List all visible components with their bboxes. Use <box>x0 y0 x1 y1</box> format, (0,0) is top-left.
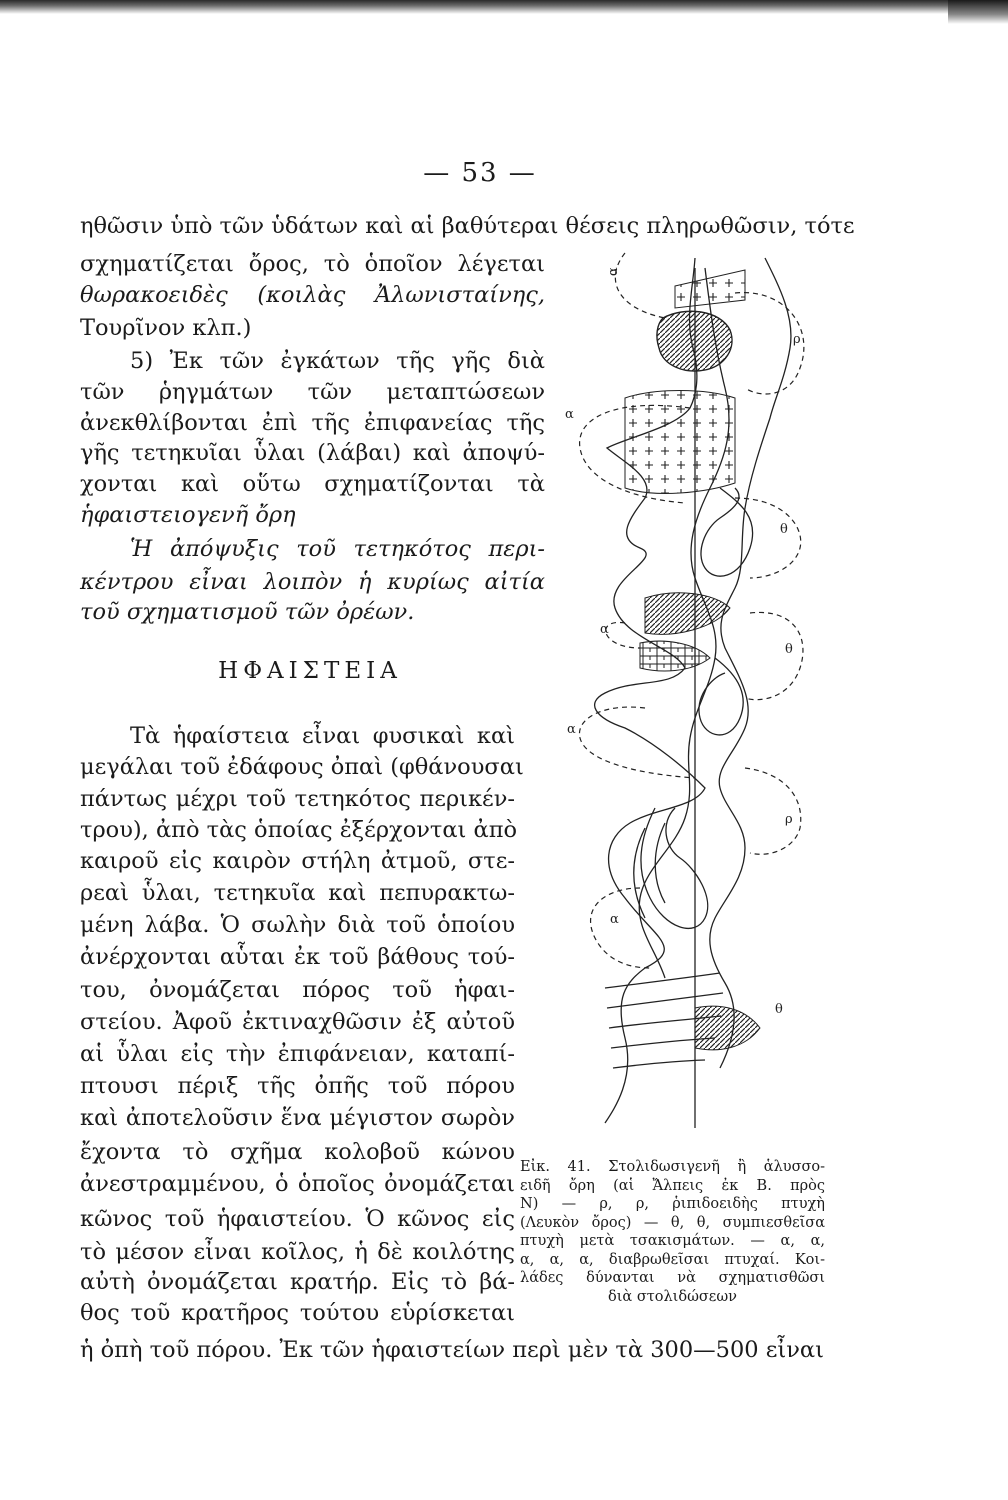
caption-line: (Λευκὸν ὄρος) — θ, θ, συμπιεσθεῖσα <box>520 1214 825 1231</box>
lower-hatched-mass <box>695 1006 760 1050</box>
text-line: γῆς τετηκυῖαι ὗλαι (λάβαι) καὶ ἀποψύ- <box>80 440 545 466</box>
text-line: χονται καὶ οὕτω σχηματίζονται τὰ <box>80 471 545 497</box>
volcanic-top-layer <box>675 270 745 308</box>
caption-line: α, α, α, διαβρωθεῖσαι πτυχαί. Κοι- <box>520 1251 825 1268</box>
text-line: ἀνεστραμμένου, ὁ ὁποῖος ὀνομάζεται <box>80 1171 515 1197</box>
text-line: μένη λάβα. Ὁ σωλὴν διὰ τοῦ ὁποίου <box>80 912 515 938</box>
text-line: σχηματίζεται ὄρος, τὸ ὁποῖον λέγεται <box>80 251 545 277</box>
text-line: ἡφαιστειογενῆ ὄρη <box>80 502 296 528</box>
text-line: ἀνεκθλίβονται ἐπὶ τῆς ἐπιφανείας τῆς <box>80 410 545 436</box>
hatched-fold <box>645 593 730 634</box>
page-number: — 53 — <box>423 158 537 188</box>
fig-label-alpha: α <box>567 722 576 737</box>
text-line: καὶ ἀποτελοῦσιν ἕνα μέγιστον σωρὸν <box>80 1105 515 1131</box>
fig-label-rho: ρ <box>793 332 801 347</box>
fig-label-theta: θ <box>780 522 788 537</box>
text-line: ἀνέρχονται αὗται ἐκ τοῦ βάθους τού- <box>80 944 515 970</box>
text-line: Τὰ ἡφαίστεια εἶναι φυσικαὶ καὶ <box>130 723 515 749</box>
text-line: καιροῦ εἰς καιρὸν στήλη ἀτμοῦ, στε- <box>80 848 515 874</box>
text-line: του, ὀνομάζεται πόρος τοῦ ἡφαι- <box>80 977 515 1003</box>
caption-line: διὰ στολιδώσεων <box>608 1288 737 1305</box>
brick-layer <box>640 641 710 671</box>
text-line: τοῦ σχηματισμοῦ τῶν ὀρέων. <box>80 599 415 625</box>
fig-label-rho: ρ <box>785 812 793 827</box>
fig-label-alpha: α <box>606 267 621 276</box>
text-line: θωρακοειδὲς (κοιλὰς Ἀλωνισταίνης, <box>80 282 545 308</box>
fold-strata <box>595 258 791 1128</box>
scan-corner <box>948 0 1008 24</box>
fan-fold-mass <box>657 311 732 371</box>
fig-label-theta: θ <box>775 1002 783 1017</box>
text-line: ἡ ὀπὴ τοῦ πόρου. Ἐκ τῶν ἡφαιστείων περὶ μὲν τὰ 300—500 εἶναι <box>80 1337 824 1363</box>
text-line: τῶν ῥηγμάτων τῶν μεταπτώσεων <box>80 379 545 405</box>
text-line: τὸ μέσον εἶναι κοῖλος, ἡ δὲ κοιλότης <box>80 1239 515 1265</box>
caption-line: πτυχὴ μετὰ τσακισμάτων. — α, α, <box>520 1233 825 1249</box>
scan-edge <box>0 0 1008 14</box>
text-line: ηθῶσιν ὑπὸ τῶν ὑδάτων καὶ αἱ βαθύτεραι θέσεις πληρωθῶσιν, τότε <box>80 213 855 239</box>
text-line: αἱ ὗλαι εἰς τὴν ἐπιφάνειαν, καταπί- <box>80 1041 515 1067</box>
caption-line: ειδῆ ὄρη (αἱ Ἄλπεις ἐκ Β. πρὸς <box>520 1177 825 1194</box>
fig-label-theta: θ <box>785 642 793 657</box>
section-heading: ΗΦΑΙΣΤΕΙΑ <box>218 658 402 684</box>
fig-label-alpha: α <box>600 622 609 637</box>
fig-label-alpha: α <box>565 407 574 422</box>
text-line: πάντως μέχρι τοῦ τετηκότος περικέν- <box>80 786 515 812</box>
text-line: ἔχοντα τὸ σχῆμα κολοβοῦ κώνου <box>80 1139 515 1165</box>
caption-line: λάδες δύνανται νὰ σχηματισθῶσι <box>520 1270 825 1286</box>
text-line: πτουσι πέριξ τῆς ὀπῆς τοῦ πόρου <box>80 1073 515 1099</box>
text-line: κέντρου εἶναι λοιπὸν ἡ κυρίως αἰτία <box>80 569 545 595</box>
caption-line: Ν) — ρ, ρ, ῥιπιδοειδὴς πτυχὴ <box>520 1196 825 1212</box>
fold-mountain-figure <box>545 248 825 1128</box>
text-line: ρεαὶ ὗλαι, τετηκυῖα καὶ πεπυρακτω- <box>80 880 515 906</box>
text-line: αὐτὴ ὀνομάζεται κρατήρ. Εἰς τὸ βά- <box>80 1269 515 1295</box>
text-line: 5) Ἐκ τῶν ἐγκάτων τῆς γῆς διὰ <box>130 348 545 374</box>
text-line: τρου), ἀπὸ τὰς ὁποίας ἐξέρχονται ἀπὸ <box>80 817 518 843</box>
text-line: κῶνος τοῦ ἡφαιστείου. Ὁ κῶνος εἰς <box>80 1206 515 1232</box>
text-line: στείου. Ἀφοῦ ἐκτιναχθῶσιν ἐξ αὐτοῦ <box>80 1009 515 1035</box>
caption-line: Εἰκ. 41. Στολιδωσιγενῆ ἢ ἁλυσσο- <box>520 1159 825 1175</box>
fig-label-alpha: α <box>610 912 619 927</box>
figure-caption <box>520 1158 825 1306</box>
text-line: μεγάλαι τοῦ ἐδάφους ὀπαὶ (φθάνουσαι <box>80 754 524 780</box>
text-line: θος τοῦ κρατῆρος τούτου εὑρίσκεται <box>80 1300 515 1326</box>
text-line: Ἡ ἀπόψυξις τοῦ τετηκότος περι- <box>130 536 545 562</box>
text-line: Τουρῖνον κλπ.) <box>80 315 252 341</box>
